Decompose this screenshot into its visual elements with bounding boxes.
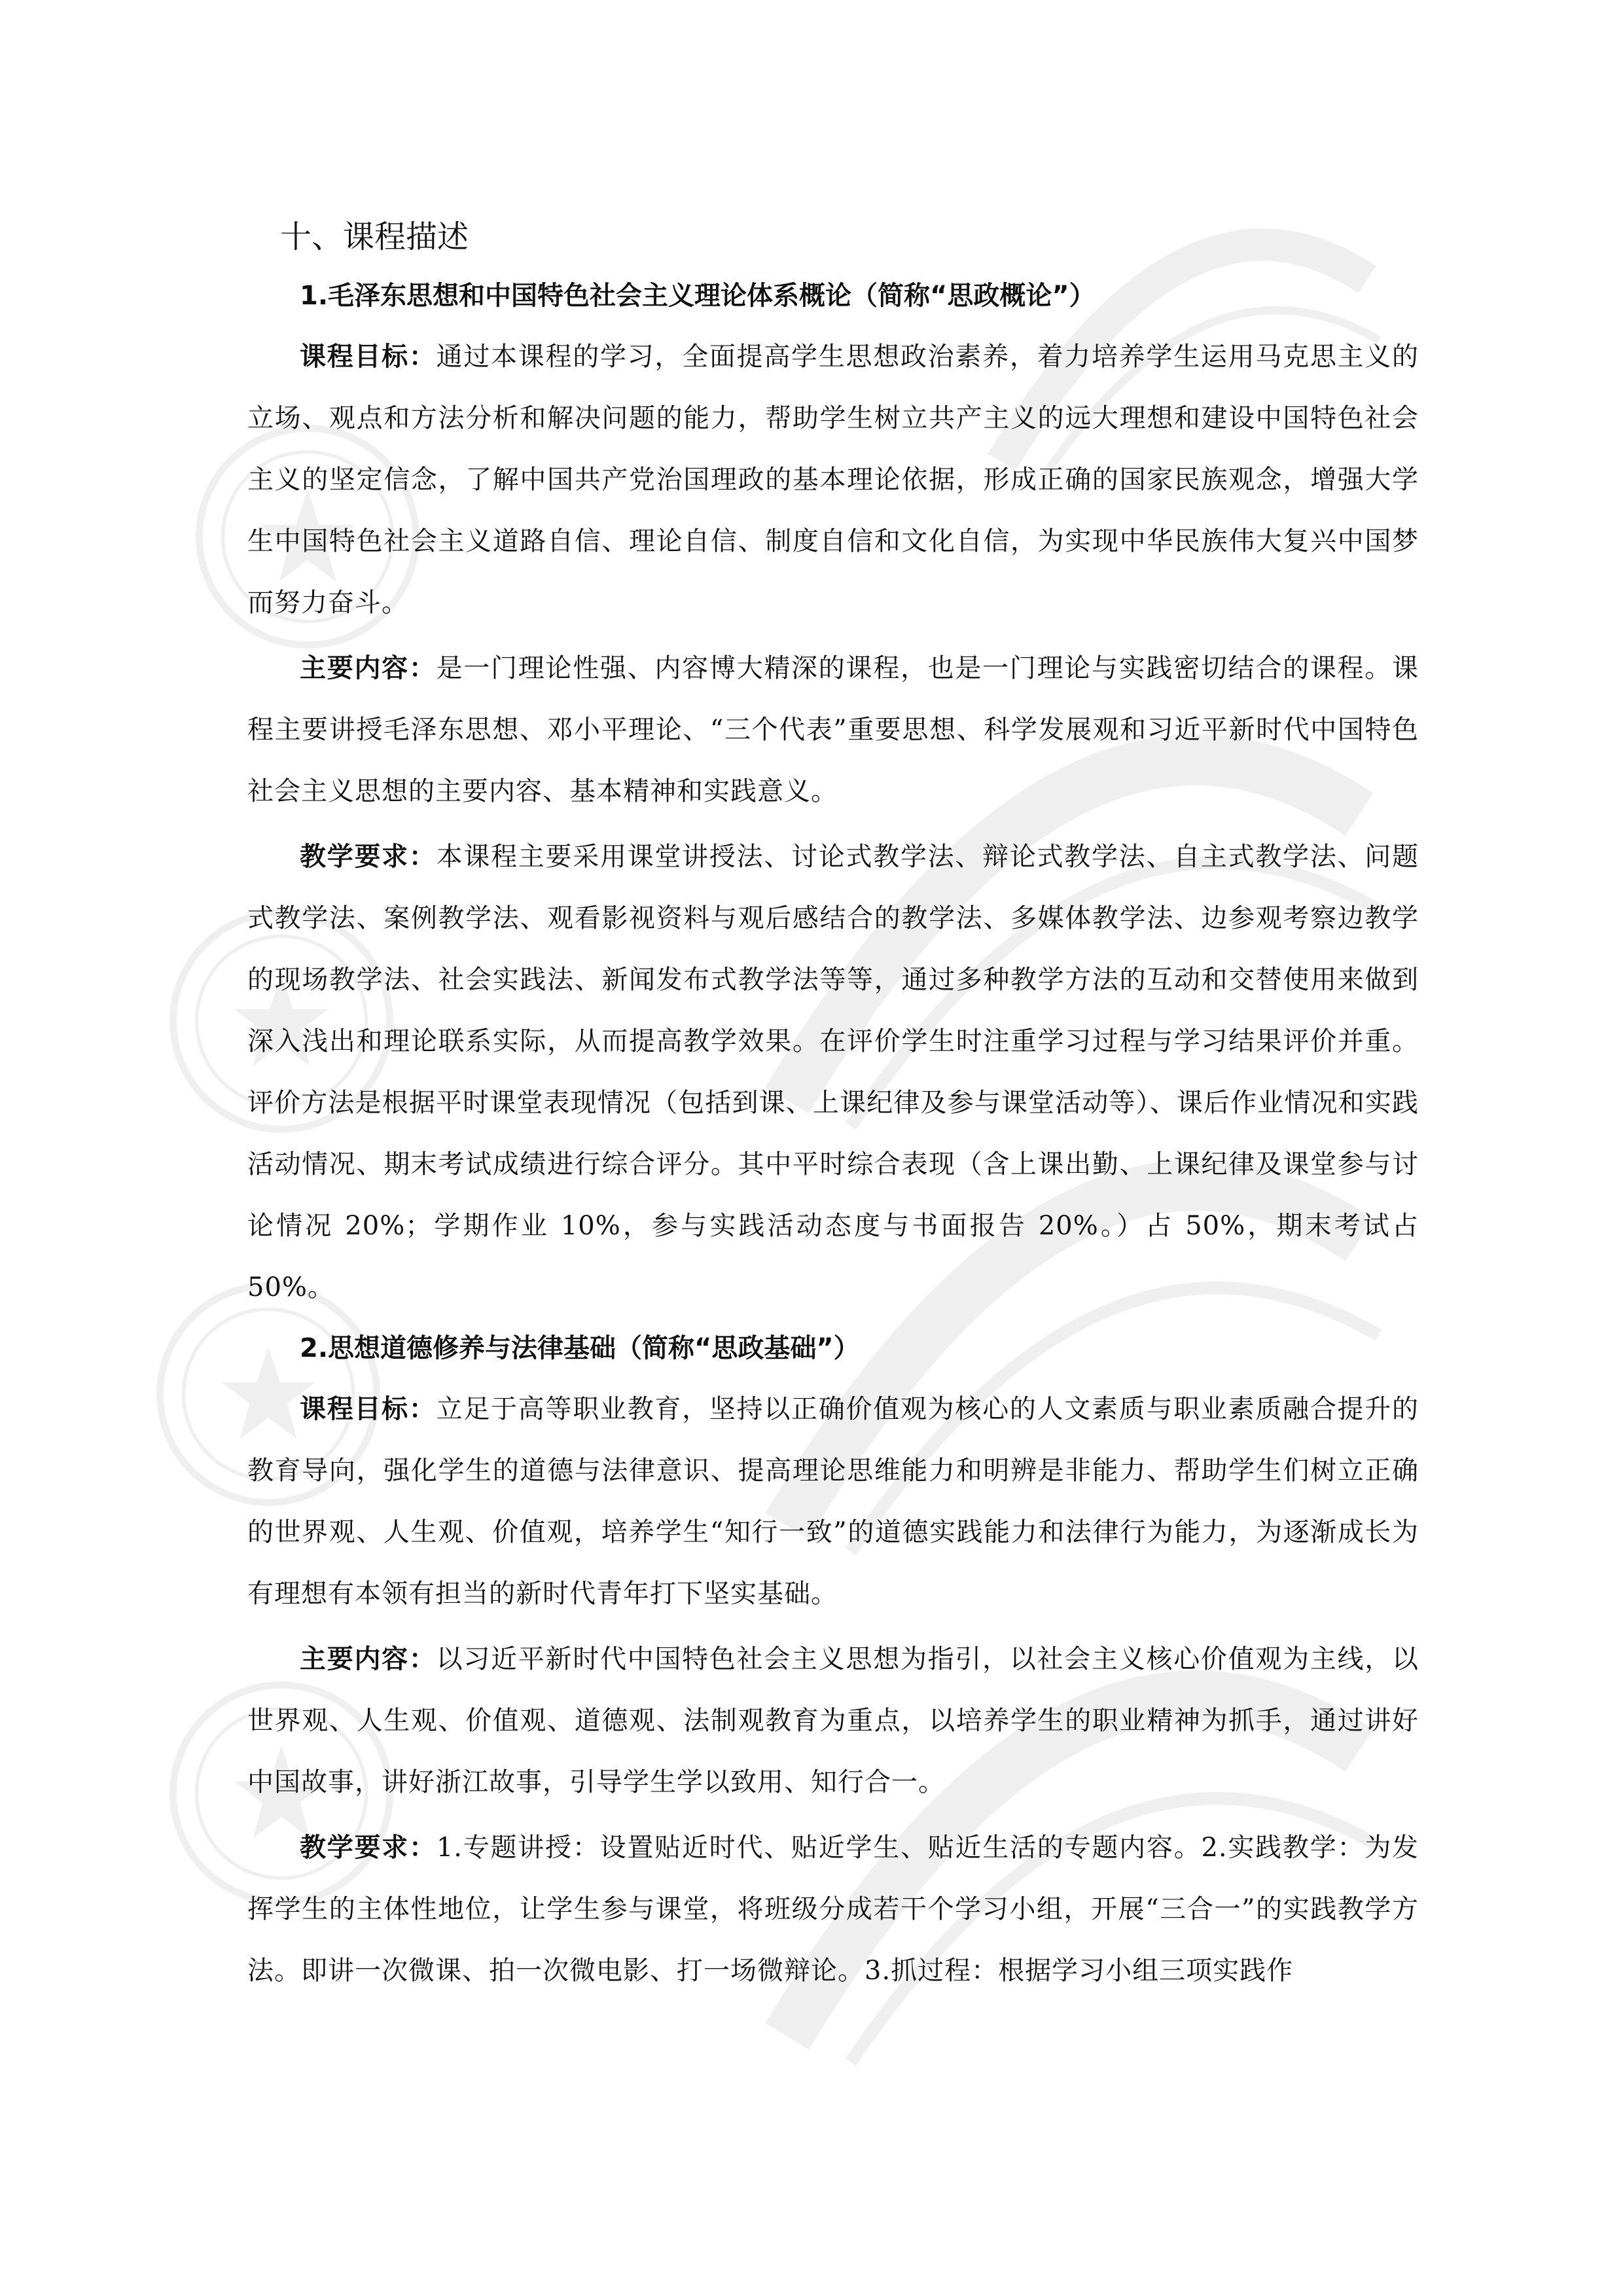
paragraph-text: 1.专题讲授：设置贴近时代、贴近学生、贴近生活的专题内容。2.实践教学：为发挥学生的主体性地位，让学生参与课堂，将班级分成若干个学习小组，开展“三合一”的实践教学方法。即讲一次微课、拍一次微电影、打一场微辩论。3.抓过程：根据学习小组三项实践作 <box>247 1833 1419 1986</box>
section-heading: 十、课程描述 <box>280 219 469 255</box>
paragraph-text: 立足于高等职业教育，坚持以正确价值观为核心的人文素质与职业素质融合提升的教育导向，强化学生的道德与法律意识、提高理论思维能力和明辨是非能力、帮助学生们树立正确的世界观、人生观、价值观，培养学生“知行一致”的道德实践能力和法律行为能力，为逐渐成长为有理想有本领有担当的新时代青年打下坚实基础。 <box>247 1394 1419 1609</box>
course-paragraph <box>247 1378 1419 1624</box>
paragraph-text: 是一门理论性强、内容博大精深的课程，也是一门理论与实践密切结合的课程。课程主要讲授毛泽东思想、邓小平理论、“三个代表”重要思想、科学发展观和习近平新时代中国特色社会主义思想的主要内容、基本精神和实践意义。 <box>247 653 1419 806</box>
paragraph-text: 通过本课程的学习，全面提高学生思想政治素养，着力培养学生运用马克思主义的立场、观点和方法分析和解决问题的能力，帮助学生树立共产主义的远大理想和建设中国特色社会主义的坚定信念，了解中国共产党治国理政的基本理论依据，形成正确的国家民族观念，增强大学生中国特色社会主义道路自信、理论自信、制度自信和文化自信，为实现中华民族伟大复兴中国梦而努力奋斗。 <box>247 342 1419 618</box>
paragraph-label: 课程目标： <box>300 342 437 372</box>
course-title: 2.思想道德修养与法律基础（简称“思政基础”） <box>300 1333 860 1363</box>
paragraph-text: 本课程主要采用课堂讲授法、讨论式教学法、辩论式教学法、自主式教学法、问题式教学法、案例教学法、观看影视资料与观后感结合的教学法、多媒体教学法、边参观考察边教学的现场教学法、社会实践法、新闻发布式教学法等等，通过多种教学方法的互动和交替使用来做到深入浅出和理论联系实际，从而提高教学效果。在评价学生时注重学习过程与学习结果评价并重。评价方法是根据平时课堂表现情况（包括到课、上课纪律及参与课堂活动等）、课后作业情况和实践活动情况、期末考试成绩进行综合评分。其中平时综合表现（含上课出勤、上课纪律及课堂参与讨论情况 20%；学期作业 10%，参与实践活动态度与书面报告 20%。）占 50%，期末考试占 50%。 <box>247 842 1419 1302</box>
paragraph-label: 主要内容： <box>300 1644 437 1674</box>
course-paragraph <box>247 1817 1419 2001</box>
paragraph-label: 课程目标： <box>300 1394 437 1424</box>
paragraph-text: 以习近平新时代中国特色社会主义思想为指引，以社会主义核心价值观为主线，以世界观、人生观、价值观、道德观、法制观教育为重点，以培养学生的职业精神为抓手，通过讲好中国故事，讲好浙江故事，引导学生学以致用、知行合一。 <box>247 1644 1419 1797</box>
document-body <box>247 208 1419 2001</box>
paragraph-label: 主要内容： <box>300 653 437 683</box>
course-paragraph <box>247 826 1419 1318</box>
course-title: 1.毛泽东思想和中国特色社会主义理论体系概论（简称“思政概论”） <box>300 281 1096 311</box>
course-paragraph <box>247 637 1419 822</box>
course-paragraph <box>247 326 1419 634</box>
paragraph-label: 教学要求： <box>300 842 437 872</box>
course-paragraph <box>247 1628 1419 1813</box>
paragraph-label: 教学要求： <box>300 1833 437 1863</box>
